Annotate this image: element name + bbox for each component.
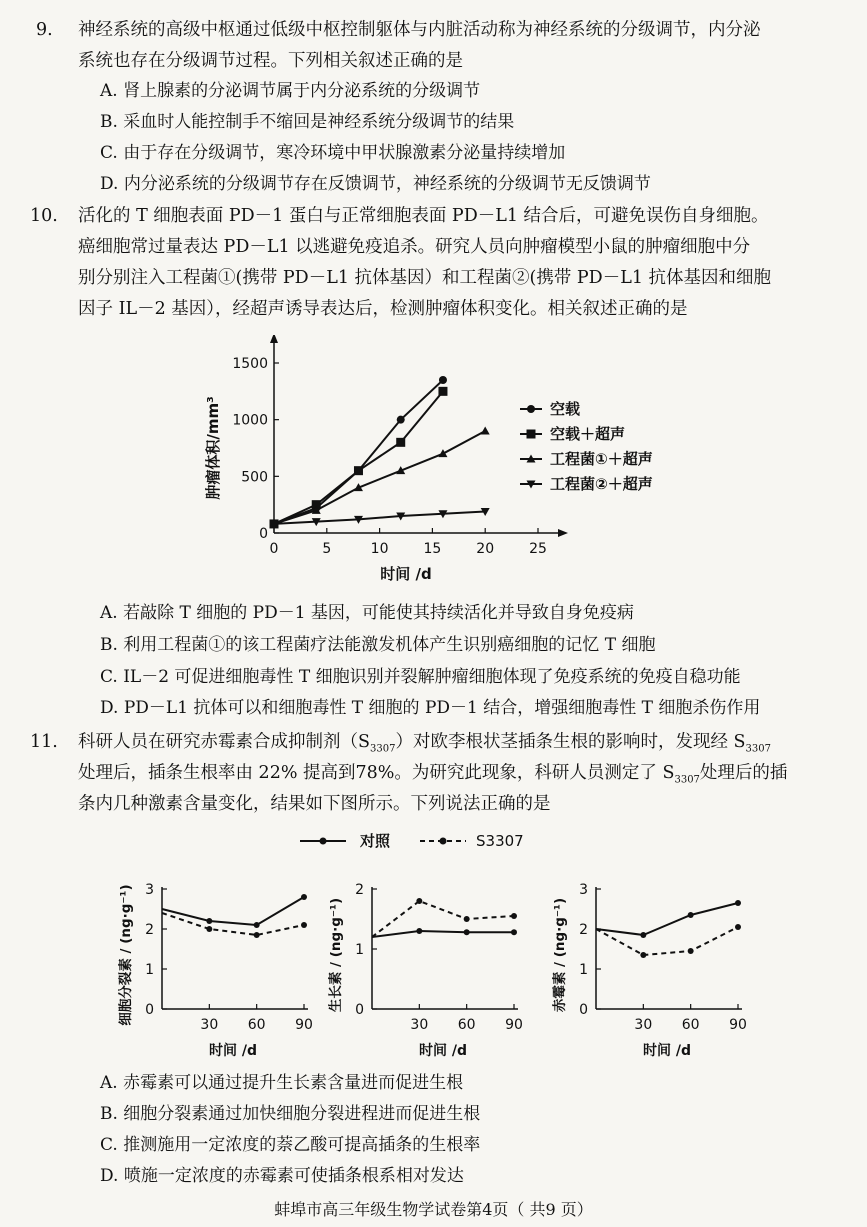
x-tick-label: 15 [423,541,442,557]
y-axis-arrow [270,335,278,343]
s3307-data-point [464,916,470,922]
panel-y-tick-label: 3 [579,882,588,898]
y-axis-title: 肿瘤体积/mm³ [204,396,222,500]
q10-option-b: B. 利用工程菌①的该工程菌疗法能激发机体产生识别癌细胞的记忆 T 细胞 [100,635,656,655]
q9-stem-line1: 神经系统的高级中枢通过低级中枢控制躯体与内脏活动称为神经系统的分级调节，内分泌 [78,20,761,40]
hormone-content-charts [110,825,770,1065]
q11-number: 11. [30,732,58,752]
q9-stem-line2: 系统也存在分级调节过程。下列相关叙述正确的是 [78,51,463,71]
panel-x-tick-label: 30 [410,1017,429,1033]
x-tick-label: 5 [322,541,332,557]
legend-label-2: 工程菌①＋超声 [550,450,653,468]
panel-y-tick-label: 3 [145,882,154,898]
legend-marker-s3307 [440,838,447,845]
data-point-0 [439,376,447,384]
legend-marker-1 [527,430,536,439]
panel-y-tick-label: 1 [579,962,588,978]
q11-stem-line1: 科研人员在研究赤霉素合成抑制剂$(S_{3307})$对欧李根状茎插条生根的影响时，发现经 $S_{3307}$ [78,732,771,755]
panel-x-tick-label: 60 [457,1017,476,1033]
y-tick-label: 0 [259,526,268,542]
q9-option-d: D. 内分泌系统的分级调节存在反馈调节，神经系统的分级调节无反馈调节 [100,174,651,194]
q10-stem-line2: 癌细胞常过量表达 PD－L1 以逃避免疫追杀。研究人员向肿瘤模型小鼠的肿瘤细胞中分 [78,237,751,257]
panel-x-axis-title: 时间 /d [642,1043,692,1059]
control-data-point [301,894,307,900]
control-data-point [464,929,470,935]
control-data-point [254,922,260,928]
panel-y-axis-title: 生长素 / (ng·g⁻¹) [328,897,344,1013]
control-data-point [511,929,517,935]
x-tick-label: 10 [370,541,389,557]
q9-option-a: A. 肾上腺素的分泌调节属于内分泌系统的分级调节 [100,81,481,101]
y-tick-label: 1500 [232,356,268,372]
page-footer: 蚌埠市高三年级生物学试卷第4页（ 共9 页） [274,1200,593,1219]
s3307-data-point [688,948,694,954]
panel-x-axis-title: 时间 /d [208,1043,258,1059]
s3307-data-point [511,913,517,919]
q10-option-c: C. IL－2 可促进细胞毒性 T 细胞识别并裂解肿瘤细胞体现了免疫系统的免疫自稳功能 [100,667,741,687]
legend-label-3: 工程菌②＋超声 [550,475,653,493]
q9-number: 9. [36,20,53,40]
panel-x-tick-label: 60 [681,1017,700,1033]
q11-option-d: D. 喷施一定浓度的赤霉素可使插条根系相对发达 [100,1166,464,1186]
s3307-data-point [735,924,741,930]
q9-option-c: C. 由于存在分级调节，寒冷环境中甲状腺激素分泌量持续增加 [100,143,566,163]
control-data-point [688,912,694,918]
panel-y-tick-label: 1 [145,962,154,978]
control-data-point [735,900,741,906]
s3307-data-point [254,932,260,938]
x-axis-arrow [558,529,568,537]
q10-option-d: D. PD－L1 抗体可以和细胞毒性 T 细胞的 PD－1 结合，增强细胞毒性 T 细胞杀伤作用 [100,698,761,718]
data-point-1 [396,438,405,447]
panel-y-tick-label: 0 [145,1002,154,1018]
panel-x-tick-label: 90 [505,1017,523,1033]
q9-option-b: B. 采血时人能控制手不缩回是神经系统分级调节的结果 [100,112,515,132]
control-series-line [372,931,514,937]
tumor-volume-chart [190,335,710,595]
panel-y-tick-label: 0 [579,1002,588,1018]
s3307-data-point [416,898,422,904]
panel-y-tick-label: 0 [355,1002,364,1018]
q11-option-a: A. 赤霉素可以通过提升生长素含量进而促进生根 [100,1073,464,1093]
control-series-line [596,903,738,935]
panel-y-axis-title: 赤霉素 / (ng·g⁻¹) [552,897,568,1013]
q11-stem-line2: 处理后，插条生根率由 22% 提高到78%。为研究此现象，科研人员测定了 $S_{3307}$处理后的插 [78,763,788,786]
y-tick-label: 1000 [232,412,268,429]
q10-stem-line1: 活化的 T 细胞表面 PD－1 蛋白与正常细胞表面 PD－L1 结合后，可避免误伤自身细胞。 [78,206,769,226]
x-tick-label: 0 [269,541,279,557]
data-point-2 [438,449,447,457]
s3307-data-point [206,926,212,932]
x-axis-title: 时间 /d [380,565,432,583]
control-data-point [206,918,212,924]
data-point-2 [481,427,490,435]
panel-y-tick-label: 1 [355,942,364,958]
legend-marker-0 [527,405,535,413]
panel-x-axis-title: 时间 /d [418,1043,468,1059]
q11-option-c: C. 推测施用一定浓度的萘乙酸可提高插条的生根率 [100,1135,481,1155]
panel-y-tick-label: 2 [145,922,154,938]
data-point-1 [354,466,363,475]
data-point-0 [397,416,405,424]
q11-stem-line3: 条内几种激素含量变化，结果如下图所示。下列说法正确的是 [78,794,551,814]
y-tick-label: 500 [241,469,268,486]
panel-x-tick-label: 30 [200,1017,219,1033]
x-tick-label: 25 [529,541,547,557]
panel-x-tick-label: 90 [295,1017,313,1033]
x-tick-label: 20 [476,541,495,557]
legend-label-1: 空载＋超声 [550,425,626,443]
q11-option-b: B. 细胞分裂素通过加快细胞分裂进程进而促进生根 [100,1104,481,1124]
control-data-point [640,932,646,938]
panel-y-tick-label: 2 [579,922,588,938]
series-line-1 [274,391,443,524]
s3307-data-point [640,952,646,958]
legend-label-control: 对照 [360,832,391,850]
q10-stem-line4: 因子 IL－2 基因），经超声诱导表达后，检测肿瘤体积变化。相关叙述正确的是 [78,299,688,319]
panel-y-axis-title: 细胞分裂素 / (ng·g⁻¹) [118,884,134,1026]
series-line-0 [274,380,443,524]
q10-option-a: A. 若敲除 T 细胞的 PD－1 基因，可能使其持续活化并导致自身免疫病 [100,603,634,623]
legend-label-s3307: S3307 [476,832,524,850]
control-data-point [416,928,422,934]
legend-marker-control [320,838,327,845]
s3307-data-point [301,922,307,928]
panel-x-tick-label: 30 [634,1017,653,1033]
q10-stem-line3: 别分别注入工程菌①(携带 PD－L1 抗体基因）和工程菌②(携带 PD－L1 抗体基因和细胞 [78,268,772,288]
panel-x-tick-label: 60 [247,1017,266,1033]
panel-x-tick-label: 90 [729,1017,747,1033]
q10-number: 10. [30,206,58,226]
data-point-1 [438,387,447,396]
panel-y-tick-label: 2 [355,882,364,898]
legend-label-0: 空载 [550,400,581,418]
